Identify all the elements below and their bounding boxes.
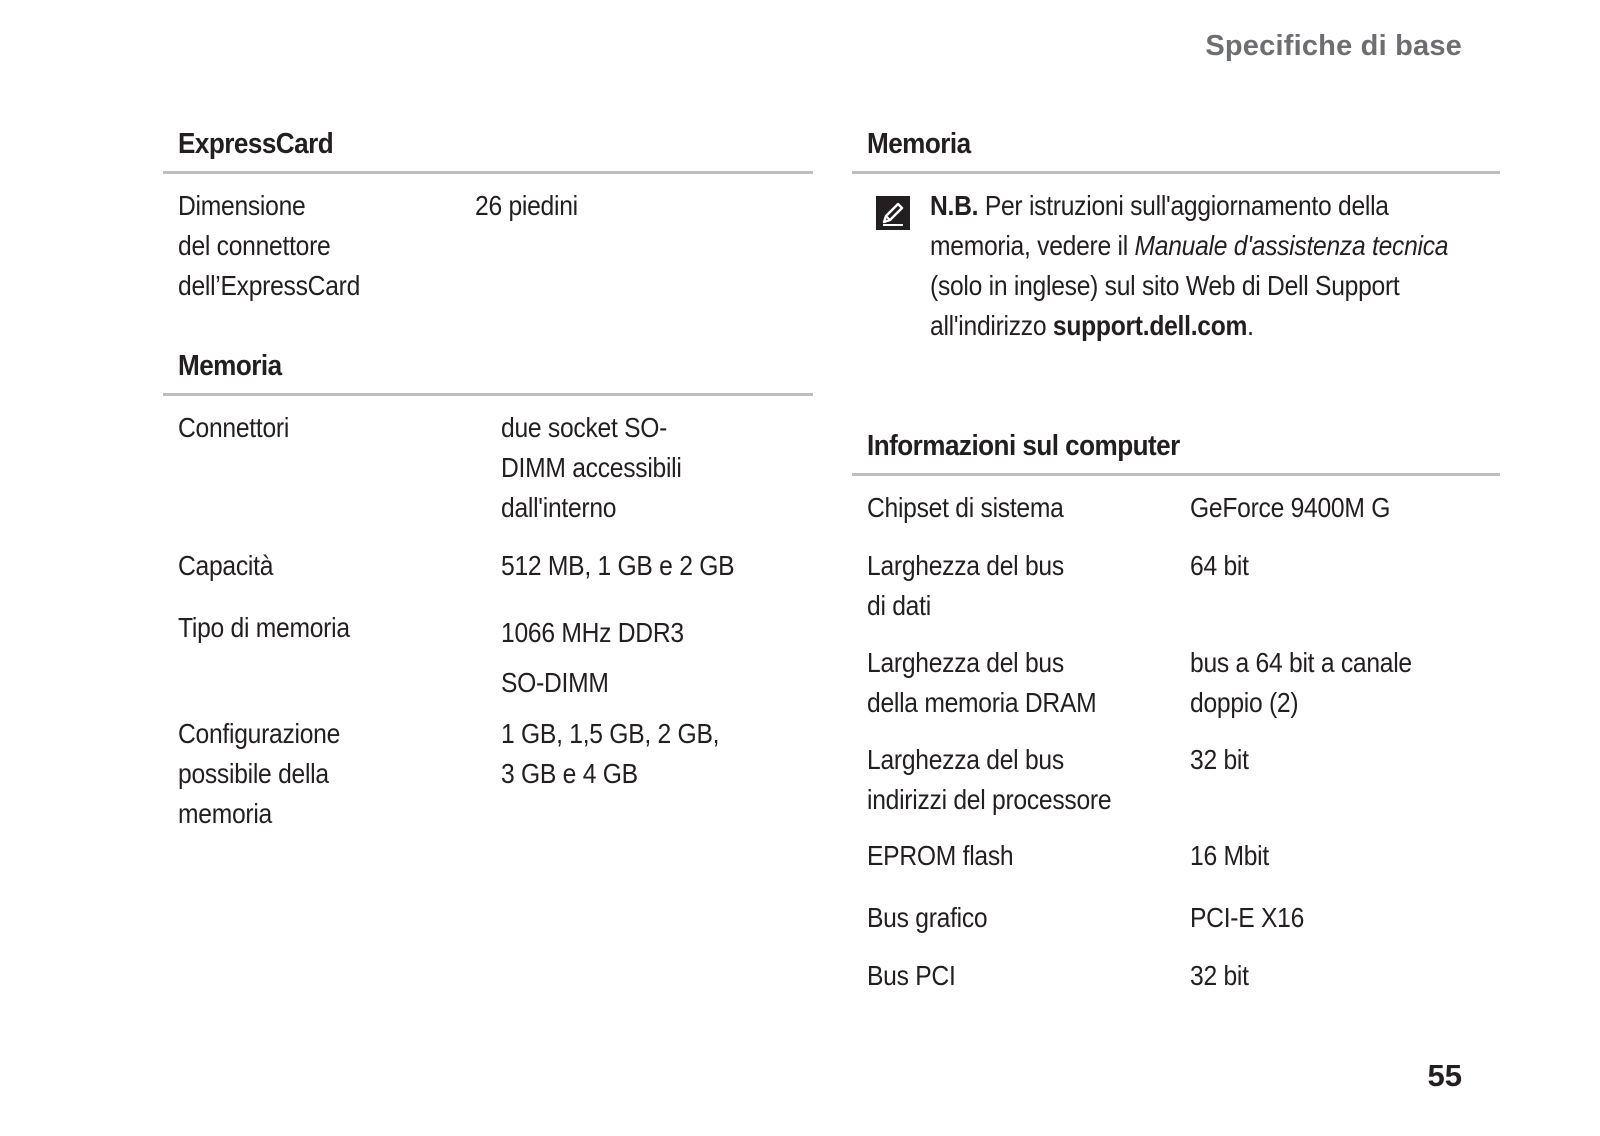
section-title-computer-info: Informazioni sul computer bbox=[867, 430, 1180, 462]
spec-label-chipset: Chipset di sistema bbox=[867, 492, 1064, 523]
spec-value-pci-bus: 32 bit bbox=[1190, 960, 1249, 991]
section-title-memoria-right: Memoria bbox=[867, 128, 971, 160]
spec-value-connectors: due socket SO- DIMM accessibili dall'interno bbox=[501, 412, 682, 523]
spec-label-memory-type: Tipo di memoria bbox=[178, 612, 350, 643]
spec-label-data-bus: Larghezza del bus di dati bbox=[867, 550, 1064, 621]
spec-value-eprom: 16 Mbit bbox=[1190, 840, 1269, 871]
spec-label-connectors: Connettori bbox=[178, 412, 290, 443]
section-divider bbox=[852, 171, 1500, 174]
spec-value-graphics-bus: PCI-E X16 bbox=[1190, 902, 1305, 933]
section-title-expresscard: ExpressCard bbox=[178, 128, 334, 160]
page-number: 55 bbox=[1427, 1058, 1462, 1093]
support-url: support.dell.com bbox=[1052, 310, 1248, 341]
spec-label-capacity: Capacità bbox=[178, 550, 274, 581]
spec-value-memory-type: 1066 MHz DDR3 SO-DIMM bbox=[501, 617, 684, 698]
note-manual-title: Manuale d'assistenza tecnica bbox=[1134, 230, 1449, 261]
spec-value-memory-config: 1 GB, 1,5 GB, 2 GB, 3 GB e 4 GB bbox=[501, 718, 720, 789]
section-title-memoria: Memoria bbox=[178, 350, 282, 382]
spec-value-data-bus: 64 bit bbox=[1190, 550, 1249, 581]
spec-label-address-bus: Larghezza del bus indirizzi del processore bbox=[867, 744, 1112, 815]
note-text: (solo in inglese) sul sito Web di Dell Support all'indirizzo bbox=[930, 270, 1400, 341]
section-divider bbox=[852, 473, 1500, 476]
spec-label-eprom: EPROM flash bbox=[867, 840, 1014, 871]
spec-value-connector-size: 26 piedini bbox=[475, 190, 578, 221]
spec-value-address-bus: 32 bit bbox=[1190, 744, 1249, 775]
note-end: . bbox=[1247, 310, 1254, 341]
running-head: Specifiche di base bbox=[1205, 30, 1462, 62]
spec-label-pci-bus: Bus PCI bbox=[867, 960, 956, 991]
spec-label-dram-bus: Larghezza del bus della memoria DRAM bbox=[867, 647, 1097, 718]
spec-value-capacity: 512 MB, 1 GB e 2 GB bbox=[501, 550, 735, 581]
section-divider bbox=[163, 393, 813, 396]
spec-value-chipset: GeForce 9400M G bbox=[1190, 492, 1391, 523]
note-text: Per istruzioni sull'aggiornamento della memoria, vedere il bbox=[930, 190, 1389, 261]
section-divider bbox=[163, 171, 813, 174]
memory-upgrade-note bbox=[930, 186, 1480, 346]
spec-label-memory-config: Configurazione possibile della memoria bbox=[178, 718, 341, 829]
spec-value-dram-bus: bus a 64 bit a canale doppio (2) bbox=[1190, 647, 1412, 718]
note-pencil-icon bbox=[876, 196, 910, 230]
spec-label-graphics-bus: Bus grafico bbox=[867, 902, 988, 933]
spec-label-connector-size: Dimensione del connettore dell’ExpressCard bbox=[178, 190, 361, 301]
note-prefix: N.B. bbox=[930, 190, 979, 221]
